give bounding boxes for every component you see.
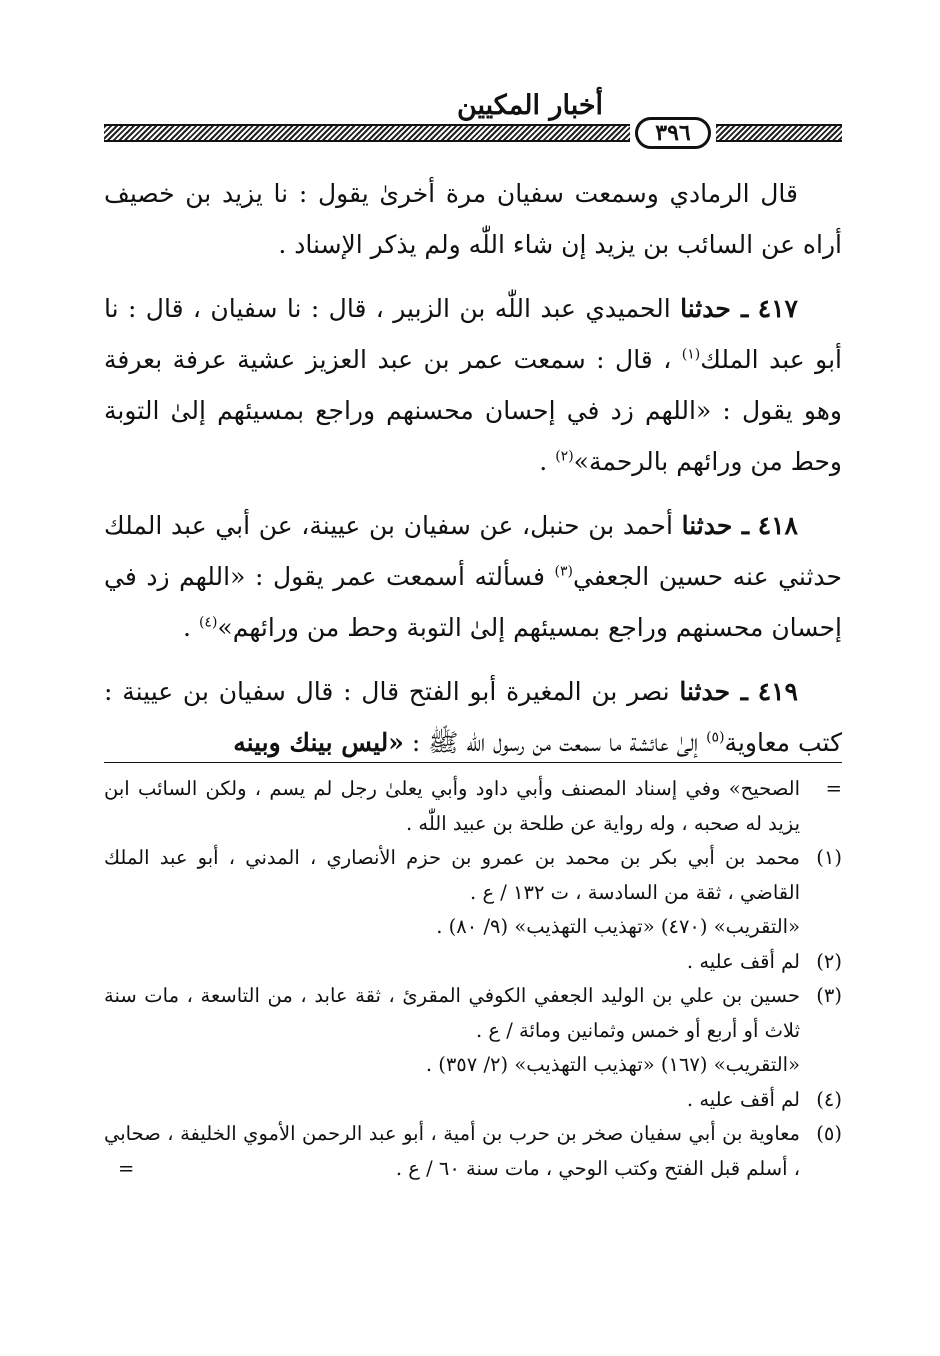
footnote-text: حسين بن علي بن الوليد الجعفي الكوفي المقرئ ، ثقة عابد ، من التاسعة ، مات سنة ثلاث أو أربع أو خمس وثمانين ومائة / ع . [104, 984, 800, 1042]
footnote-mark: (٢) [816, 949, 842, 973]
footnote-text: لم أقف عليه . [686, 949, 800, 973]
period: . [183, 613, 191, 642]
footnote-text: الصحيح» وفي إسناد المصنف وأبي داود وأبي يعلىٰ رجل لم يسم ، ولكن السائب ابن يزيد له صحبه ، وله رواية عن طلحة بن عبيد اللّٰه . [104, 777, 800, 835]
hadith-text: ، قال : سمعت عمر بن عبد العزيز عشية عرفة بعرفة وهو يقول : «اللهم زد في إحسان محسنهم وراجع بمسيئهم إلىٰ التوبة وحط من ورائهم بالرحمة» [104, 345, 842, 476]
quoted-hadith-bold: «ليس بينك وبينه [233, 728, 404, 757]
hadith-label: ـ حدثنا [680, 294, 749, 323]
running-header-title: أخبار المكيين [456, 90, 604, 121]
hadith-label: ـ حدثنا [681, 511, 750, 540]
hadith-417 [104, 283, 842, 487]
period: . [539, 447, 548, 476]
footnote-mark: (٥) [816, 1122, 842, 1145]
footnote-mark: (٤) [816, 1087, 842, 1111]
page-number: ٣٩٦ [635, 117, 711, 149]
hadith-text: الحميدي عبد اللّٰه بن الزبير ، قال : نا سفيان ، قال : نا أبو عبد الملك [104, 294, 842, 374]
hadith-text: فسألته أسمعت عمر يقول : «اللهم زد في إحسان محسنهم وراجع بمسيئهم إلىٰ التوبة وحط من ورائهم» [104, 562, 842, 642]
footnote-5 [104, 1117, 842, 1186]
hadith-number: ٤١٨ [757, 511, 798, 540]
hadith-text: أحمد بن حنبل، عن سفيان بن عيينة، عن أبي عبد الملك حدثني عنه حسين الجعفي [104, 511, 843, 591]
footnote-1 [104, 841, 842, 945]
footnote-ref-4[interactable]: (٤) [198, 614, 218, 631]
continuation-mark: = [118, 1156, 135, 1180]
footnote-separator [104, 762, 842, 763]
hadith-418 [104, 500, 842, 653]
footnote-mark: (١) [816, 846, 842, 869]
footnote-4 [104, 1083, 842, 1118]
footnote-3 [104, 979, 842, 1083]
footnote-mark: (٣) [816, 984, 842, 1007]
header-ornamental-rule-right [716, 124, 842, 142]
hadith-label: ـ حدثنا [679, 677, 748, 706]
hadith-419 [104, 666, 842, 768]
footnote-ref-2[interactable]: (٢) [555, 448, 574, 465]
footnote-ref-1[interactable]: (١) [681, 346, 701, 363]
footnote-2 [104, 945, 842, 980]
footnote-reference: «التقريب» (٤٧٠) «تهذيب التهذيب» (٩/ ٨٠) . [436, 915, 800, 938]
continuation-mark: = [825, 777, 842, 800]
footnote-ref-3[interactable]: (٣) [554, 563, 573, 580]
main-text [104, 168, 842, 781]
footnote-text: محمد بن أبي بكر بن محمد بن عمرو بن حزم الأنصاري ، المدني ، أبو عبد الملك القاضي ، ثقة من السادسة ، ت ١٣٢ / ع . [104, 846, 800, 904]
hadith-number: ٤١٧ [757, 294, 798, 323]
footnote-text: معاوية بن أبي سفيان صخر بن حرب بن أمية ، أبو عبد الرحمن الأموي الخليفة ، صحابي ، أسلم قبل الفتح وكتب الوحي ، مات سنة ٦٠ / ع . [104, 1122, 800, 1180]
paragraph-text: قال الرمادي وسمعت سفيان مرة أخرىٰ يقول : نا يزيد بن خصيف أراه عن السائب بن يزيد إن شاء اللّٰه ولم يذكر الإسناد . [104, 179, 842, 259]
paragraph-continuation [104, 168, 842, 270]
hadith-text: نصر بن المغيرة أبو الفتح قال : قال سفيان بن عيينة : كتب معاوية [104, 677, 842, 757]
header-ornamental-rule-left [104, 124, 630, 142]
footnote-ref-5[interactable]: (٥) [706, 729, 725, 746]
footnote-text: لم أقف عليه . [686, 1087, 800, 1111]
footnote-reference: «التقريب» (١٦٧) «تهذيب التهذيب» (٢/ ٣٥٧) . [425, 1053, 800, 1076]
footnotes [104, 772, 842, 1186]
hadith-number: ٤١٩ [757, 677, 798, 706]
footnote-continuation [104, 772, 842, 841]
hadith-text: إلىٰ عائشة ما سمعت من رسول اللّٰه ﷺ : [411, 728, 699, 757]
